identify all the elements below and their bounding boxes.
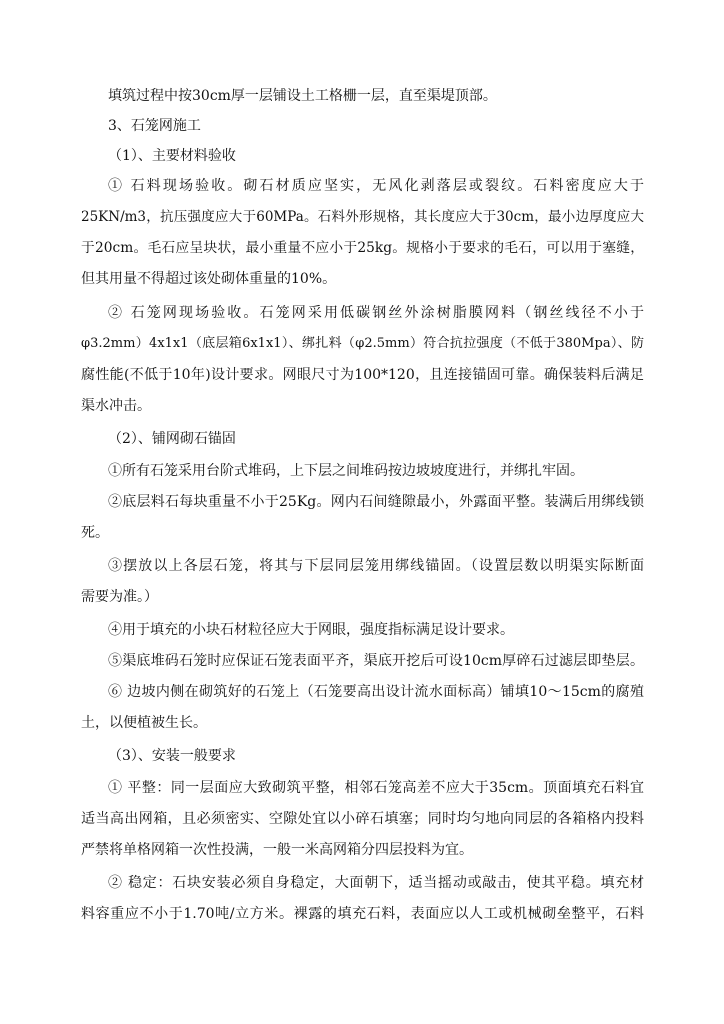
paragraph-line: 腐性能(不低于10年)设计要求。网眼尺寸为100*120，且连接锚固可靠。确保装料后满足 — [81, 367, 644, 383]
paragraph-line: 25KN/m3，抗压强度应大于60MPa。石料外形规格，其长度应大于30cm，最小边厚度应大 — [81, 209, 644, 225]
paragraph-line: 土，以便植被生长。 — [81, 715, 207, 731]
paragraph-line: 于20cm。毛石应呈块状，最小重量不应小于25kg。规格小于要求的毛石，可以用于塞缝， — [81, 240, 644, 256]
paragraph-line: ④用于填充的小块石材粒径应大于网眼，强度指标满足设计要求。 — [108, 622, 514, 638]
subsection-heading: （1）、主要材料验收 — [108, 148, 236, 164]
paragraph-line: ⑥ 边坡内侧在砌筑好的石笼上（石笼要高出设计流水面标高）铺填10～15cm的腐殖 — [108, 684, 644, 700]
paragraph-line: 需要为准。） — [81, 589, 158, 605]
paragraph-line: ① 石料现场验收。砌石材质应坚实，无风化剥落层或裂纹。石料密度应大于 — [108, 178, 644, 194]
paragraph-line: 但其用量不得超过该处砌体重量的10%。 — [81, 271, 337, 287]
paragraph-line: ③摆放以上各层石笼，将其与下层同层笼用绑线锚固。（设置层数以明渠实际断面 — [108, 558, 644, 574]
paragraph-line: 渠水冲击。 — [81, 398, 151, 414]
paragraph-line: 料容重应不小于1.70吨/立方米。裸露的填充石料，表面应以人工或机械砌垒整平，石料 — [81, 906, 644, 922]
paragraph-line: ② 石笼网现场验收。石笼网采用低碳钢丝外涂树脂膜网料（钢丝线径不小于 — [108, 305, 644, 321]
paragraph-line: 严禁将单格网箱一次性投满，一般一米高网箱分四层投料为宜。 — [81, 842, 473, 858]
paragraph-line: φ3.2mm）4x1x1（底层箱6x1x1）、绑扎料（φ2.5mm）符合抗拉强度（不低于380Mpa）、防 — [81, 336, 644, 351]
paragraph-line: ① 平整：同一层面应大致砌筑平整，相邻石笼高差不应大于35cm。顶面填充石料宜 — [108, 780, 644, 796]
paragraph-line: ⑤渠底堆码石笼时应保证石笼表面平齐，渠底开挖后可设10cm厚碎石过滤层即垫层。 — [108, 653, 644, 669]
paragraph-line: 填筑过程中按30cm厚一层铺设土工格栅一层，直至渠堤顶部。 — [108, 88, 497, 104]
paragraph-line: ②底层料石每块重量不小于25Kg。网内石间缝隙最小，外露面平整。装满后用绑线锁 — [108, 494, 644, 510]
paragraph-line: ② 稳定：石块安装必须自身稳定，大面朝下，适当摇动或敲击，使其平稳。填充材 — [108, 875, 644, 891]
subsection-heading: （3）、安装一般要求 — [108, 748, 236, 764]
paragraph-line: ①所有石笼采用台阶式堆码，上下层之间堆码按边坡坡度进行，并绑扎牢固。 — [108, 463, 584, 479]
paragraph-line: 死。 — [81, 525, 109, 541]
subsection-heading: （2）、铺网砌石锚固 — [108, 431, 236, 447]
section-heading: 3、石笼网施工 — [108, 118, 201, 134]
paragraph-line: 适当高出网箱，且必须密实、空隙处宜以小碎石填塞；同时均匀地向同层的各箱格内投料 — [81, 811, 644, 827]
